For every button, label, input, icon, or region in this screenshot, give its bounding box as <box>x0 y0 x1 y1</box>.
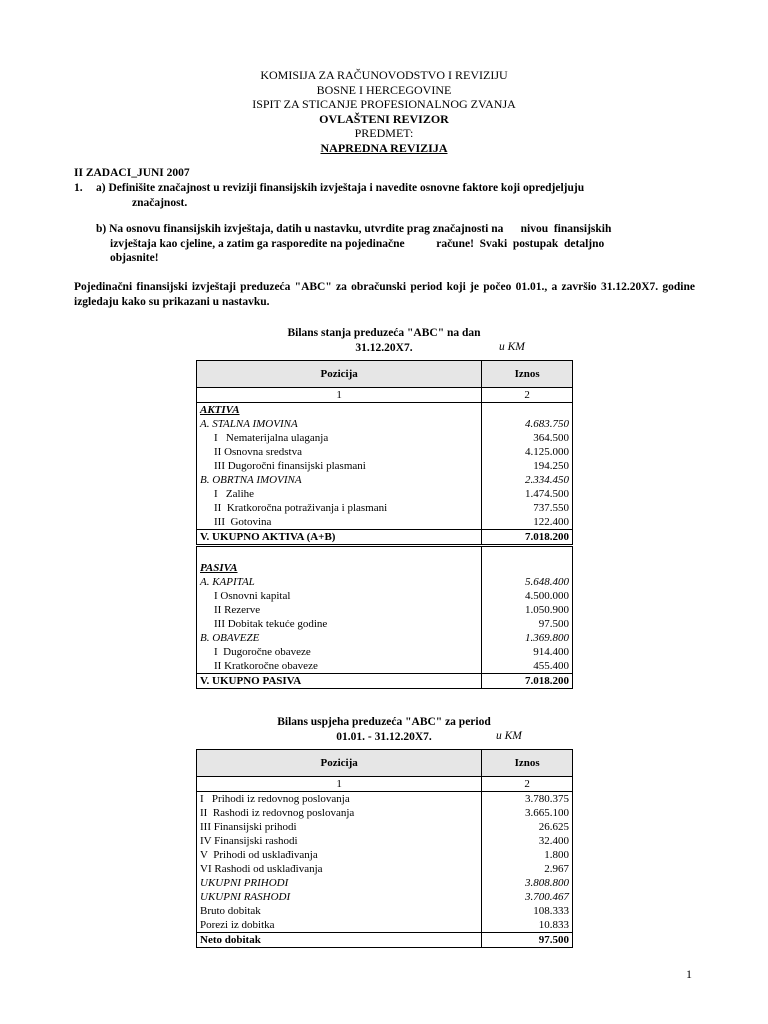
row-value: 364.500 <box>482 431 573 445</box>
income-unit: u KM <box>496 730 522 742</box>
col-number-1: 1 <box>197 777 482 792</box>
row-value: 1.474.500 <box>482 487 573 501</box>
row-value: 3.700.467 <box>482 890 573 904</box>
row-label: II Rashodi iz redovnog poslovanja <box>197 806 482 820</box>
table-row <box>197 515 573 530</box>
total-row <box>197 674 573 689</box>
row-label: III Finansijski prihodi <box>197 820 482 834</box>
balance-title-line1: Bilans stanja preduzeća "ABC" na dan <box>287 327 481 339</box>
task-1b-line2: izvještaja kao cjeline, a zatim ga rasporedite na pojedinačne račune! Svaki postupak detaljno <box>110 237 605 250</box>
row-value: 5.648.400 <box>482 575 573 589</box>
row-label: I Dugoročne obaveze <box>197 645 482 659</box>
row-label: I Nematerijalna ulaganja <box>197 431 482 445</box>
table-row <box>197 487 573 501</box>
row-label: II Kratkoročne obaveze <box>197 659 482 674</box>
row-value: 97.500 <box>482 617 573 631</box>
row-label: I Osnovni kapital <box>197 589 482 603</box>
row-label: A. KAPITAL <box>197 575 482 589</box>
total-row <box>197 530 573 546</box>
table-row <box>197 575 573 589</box>
col-number-2: 2 <box>482 388 573 403</box>
balance-sheet-table <box>196 360 573 689</box>
row-label: V. UKUPNO PASIVA <box>197 674 482 689</box>
table-row <box>197 806 573 820</box>
row-label: AKTIVA <box>197 403 482 418</box>
table-row <box>197 876 573 890</box>
row-value: 32.400 <box>482 834 573 848</box>
total-row <box>197 933 573 948</box>
table-row <box>197 645 573 659</box>
table-row <box>197 890 573 904</box>
row-value: 10.833 <box>482 918 573 933</box>
table-header-row <box>197 361 573 388</box>
row-label: A. STALNA IMOVINA <box>197 417 482 431</box>
table-row <box>197 501 573 515</box>
header-commission: KOMISIJA ZA RAČUNOVODSTVO I REVIZIJU <box>260 68 508 82</box>
row-label: II Rezerve <box>197 603 482 617</box>
table-row <box>197 459 573 473</box>
row-value: 3.665.100 <box>482 806 573 820</box>
table-row <box>197 848 573 862</box>
table-header-row <box>197 750 573 777</box>
balance-unit: u KM <box>499 341 525 353</box>
row-value: 194.250 <box>482 459 573 473</box>
table-row <box>197 473 573 487</box>
row-label: II Osnovna sredstva <box>197 445 482 459</box>
table-row <box>197 659 573 674</box>
col-header-amount: Iznos <box>482 361 573 388</box>
table-row <box>197 431 573 445</box>
table-row <box>197 589 573 603</box>
row-value: 2.967 <box>482 862 573 876</box>
col-number-2: 2 <box>482 777 573 792</box>
row-value: 3.780.375 <box>482 792 573 807</box>
row-value <box>482 403 573 418</box>
table-row <box>197 561 573 575</box>
row-value: 7.018.200 <box>482 530 573 546</box>
header-title: OVLAŠTENI REVIZOR <box>319 111 449 126</box>
row-value <box>482 561 573 575</box>
row-label: II Kratkoročna potraživanja i plasmani <box>197 501 482 515</box>
table-row <box>197 834 573 848</box>
table-row <box>197 792 573 807</box>
table-row <box>197 918 573 933</box>
row-label: III Dobitak tekuće godine <box>197 617 482 631</box>
row-value: 1.369.800 <box>482 631 573 645</box>
spacer-row <box>197 546 573 562</box>
row-value: 108.333 <box>482 904 573 918</box>
row-value: 1.800 <box>482 848 573 862</box>
header-subject: NAPREDNA REVIZIJA <box>320 140 448 155</box>
task-1a-line1: a) Definišite značajnost u reviziji finansijskih izvještaja i navedite osnovne faktore koji opredjeljuju <box>96 182 585 194</box>
row-label: VI Rashodi od usklađivanja <box>197 862 482 876</box>
row-label: V. UKUPNO AKTIVA (A+B) <box>197 530 482 546</box>
row-label: I Prihodi iz redovnog poslovanja <box>197 792 482 807</box>
row-value: 1.050.900 <box>482 603 573 617</box>
row-value: 3.808.800 <box>482 876 573 890</box>
col-header-position: Pozicija <box>197 361 482 388</box>
row-label: Porezi iz dobitka <box>197 918 482 933</box>
row-value: 4.125.000 <box>482 445 573 459</box>
row-value: 914.400 <box>482 645 573 659</box>
table-row <box>197 904 573 918</box>
row-value: 97.500 <box>482 933 573 948</box>
row-label: Neto dobitak <box>197 933 482 948</box>
row-value: 455.400 <box>482 659 573 674</box>
table-row <box>197 603 573 617</box>
task-1b-line3: objasnite! <box>110 252 159 264</box>
row-value: 2.334.450 <box>482 473 573 487</box>
row-label: IV Finansijski rashodi <box>197 834 482 848</box>
row-label: V Prihodi od usklađivanja <box>197 848 482 862</box>
col-header-position: Pozicija <box>197 750 482 777</box>
table-row <box>197 617 573 631</box>
row-label: I Zalihe <box>197 487 482 501</box>
row-value <box>482 546 573 562</box>
col-header-amount: Iznos <box>482 750 573 777</box>
task-1a <box>74 181 695 209</box>
header-exam: ISPIT ZA STICANJE PROFESIONALNOG ZVANJA <box>252 97 516 111</box>
table-row <box>197 862 573 876</box>
task-number: 1. <box>74 182 83 194</box>
row-label: UKUPNI RASHODI <box>197 890 482 904</box>
row-value: 4.500.000 <box>482 589 573 603</box>
row-label: B. OBAVEZE <box>197 631 482 645</box>
table-row <box>197 403 573 418</box>
income-title-line1: Bilans uspjeha preduzeća "ABC" za period <box>277 716 491 728</box>
row-label: III Dugoročni finansijski plasmani <box>197 459 482 473</box>
table-row <box>197 417 573 431</box>
row-value: 4.683.750 <box>482 417 573 431</box>
task-1b-line1: b) Na osnovu finansijskih izvještaja, datih u nastavku, utvrdite prag značajnosti na nivou finansijskih <box>96 223 612 235</box>
row-label: III Gotovina <box>197 515 482 530</box>
income-title-line2: 01.01. - 31.12.20X7. <box>336 730 432 743</box>
page-number: 1 <box>686 967 692 981</box>
balance-title-line2: 31.12.20X7. <box>355 341 413 354</box>
row-value: 122.400 <box>482 515 573 530</box>
document-header <box>0 68 768 155</box>
table-row <box>197 631 573 645</box>
task-intro-paragraph: Pojedinačni finansijski izvještaji preduzeća "ABC" za obračunski period koji je počeo 01.01., a završio 31.12.20X7. godine izgledaju kako su prikazani u nastavku. <box>74 281 695 308</box>
row-label: Bruto dobitak <box>197 904 482 918</box>
row-label <box>197 546 482 562</box>
header-subject-label: PREDMET: <box>354 126 414 140</box>
tasks-title: II ZADACI_JUNI 2007 <box>74 167 190 179</box>
row-value: 26.625 <box>482 820 573 834</box>
header-country: BOSNE I HERCEGOVINE <box>316 82 452 97</box>
table-row <box>197 445 573 459</box>
table-row <box>197 820 573 834</box>
row-label: PASIVA <box>197 561 482 575</box>
income-statement-table <box>196 749 573 948</box>
row-value: 7.018.200 <box>482 674 573 689</box>
column-number-row <box>197 777 573 792</box>
col-number-1: 1 <box>197 388 482 403</box>
column-number-row <box>197 388 573 403</box>
row-value: 737.550 <box>482 501 573 515</box>
row-label: UKUPNI PRIHODI <box>197 876 482 890</box>
row-label: B. OBRTNA IMOVINA <box>197 473 482 487</box>
task-1a-line2: značajnost. <box>132 196 188 209</box>
